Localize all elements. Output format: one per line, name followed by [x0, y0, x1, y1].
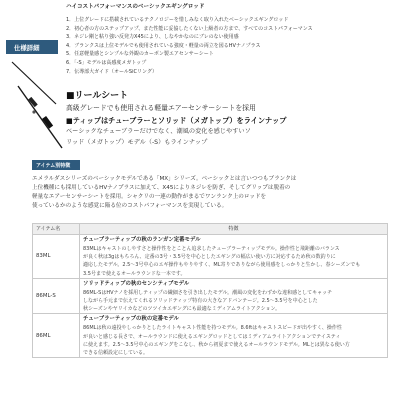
description-line: 上位機種にも採用しているHVナノプラスに加えて、X45によりネジレを防ぎ、そしてグリップは脱着の	[32, 185, 291, 191]
model-title: チューブラーティップの秋の定番モデル	[83, 316, 179, 323]
feature-item: 5．任意軽量感とシンプルな外観のカーボン製エアセンサーシート	[66, 51, 214, 58]
feature-item: 6．「-S」モデルは高感度メガトップ	[66, 59, 147, 66]
description-line: 使っているかのような感覚に陥る位のコストパフォーマンスを実現している。	[32, 203, 228, 209]
reel-seat-section	[66, 90, 396, 148]
tip-line: リッド（メガトップ）モデル（-S）もラインナップ	[66, 139, 208, 146]
model-line: 適応したモデル。2.5～3号中心のエギ操作もやりやすく、ML寄りでありながら使用感をしっかりと生かし、春シーズンでも	[83, 262, 361, 269]
features-block	[66, 4, 396, 76]
item-features	[80, 235, 388, 279]
table-row	[33, 278, 388, 314]
table-row	[33, 314, 388, 358]
reel-seat-description: 高級グレードでも使用される軽量エアーセンサーシートを採用	[66, 104, 256, 112]
reel-seat-heading: ■リールシート	[66, 91, 129, 101]
description-line: エメラルダスシリーズのベーシックモデルである「MX」シリーズ。ベーシックとは言いつつもブランクは	[32, 176, 297, 182]
model-line: が良いと感じる長さで、オールラウンドに使えるエギングロッドとしてはミディアムライトアクションでテイスティ	[83, 333, 341, 340]
model-line: が良く秋は3gはもちろん、定番の3号・3.5号を中心としたエギングの幅広い使い方に対応するため秋の数釣りに	[83, 254, 336, 261]
model-line: できる信頼設定にしている。	[83, 350, 149, 357]
feature-item: 7．伝導部大ガイド（オールSiCリング）	[66, 68, 158, 75]
tip-line: ベーシックなチューブラーだけでなく、潮風の変化を感じやすいソ	[66, 128, 251, 135]
series-description	[32, 175, 388, 211]
model-line: 秋シーズンやヤリイカなどのツツイカエギングにも最適なミディアムライトアクション。	[83, 306, 281, 313]
model-line: に使えます。2.5～3.5号中心のエギングをこなし、秋から初夏まで使えるオールラウンドモデル。MLとは異なる使い方	[83, 341, 350, 348]
description-line: 軽量なエアーセンサーシートを採用。シャクリの一連の動作がまるでワンランク上のロッドを	[32, 194, 267, 200]
model-title: チューブラーティップの秋のランガン定番モデル	[83, 237, 201, 243]
item-name: 83ML	[33, 235, 80, 279]
model-line: しながら手元まで伝えてくれるソリッドティップ特有の大きなアドバンテージ。2.5～3.5号を中心とした	[83, 298, 318, 305]
model-line: 86ML-SはHVナノを採用しティップの繊細さを引き出したモデル。潮風の変化をわずかな違和感としてキャッチ	[83, 289, 333, 296]
item-name: 86ML-S	[33, 278, 80, 314]
feature-item: 2．初心者の方のステップアップ、また性能に妥協したくない上級者の方まで、すべてのコストパフォーマンス	[66, 25, 313, 32]
item-features	[80, 314, 388, 358]
table-header-row	[33, 224, 388, 235]
rod-image	[4, 56, 64, 156]
tip-description	[66, 126, 396, 148]
model-title: ソリッドティップの秋のセンシティブモデル	[83, 280, 190, 287]
item-features	[80, 278, 388, 314]
item-features-tab: アイテム別特徴	[32, 160, 80, 170]
model-line: 3.5号まで使えるオールラウンドな一本です。	[83, 270, 186, 277]
header-features: 特徴	[80, 224, 388, 235]
features-list	[66, 16, 396, 76]
model-line: 83MLはキャストのしやすさと操作性をとことん追求したチューブラーティップモデル。操作性と飛距離のバランス	[83, 246, 340, 252]
model-line: 86MLは秋の遠投やしっかりとしたライトキャスト性能を持つモデル。8.6ftはキャストスピードが出やすく、操作性	[83, 325, 342, 332]
feature-item: 1．上位グレードに搭載されているテクノロジーを惜しみなく取り入れたベーシックエギングロッド	[66, 17, 289, 23]
feature-item: 4．ブランクスは上位モデルでも使用されている強度・軽量の両立を図るHVナノプラス	[66, 42, 261, 49]
feature-item: 3．ネジレ剛と粘り強い反発力X45により、しなやかなのにブレのない使用感	[66, 34, 239, 41]
table-row	[33, 235, 388, 279]
spec-detail-tab: 仕様詳細	[6, 40, 58, 54]
header-item-name: アイテム名	[33, 224, 80, 235]
item-table	[32, 223, 388, 358]
item-name: 86ML	[33, 314, 80, 358]
tip-heading: ■ティップはチューブラーとソリッド（メガトップ）をラインナップ	[66, 116, 287, 125]
features-title: ハイコストパフォーマンスのベーシックエギングロッド	[66, 4, 205, 10]
